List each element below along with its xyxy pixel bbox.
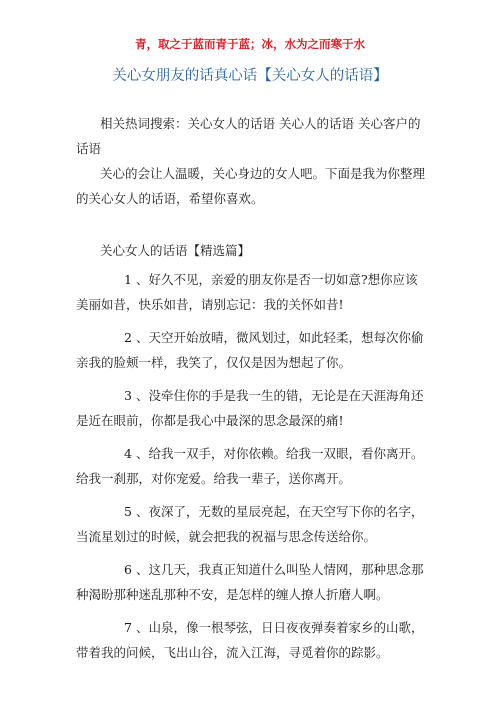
page-title: 关心女朋友的话真心话【关心女人的话语】 bbox=[112, 68, 388, 84]
list-item bbox=[76, 383, 428, 433]
list-item bbox=[76, 499, 428, 549]
item-number: 1 bbox=[124, 272, 132, 287]
lead-paragraph: 关心的会让人温暖，关心身边的女人吧。下面是我为你整理的关心女人的话语，希望你喜欢。 bbox=[76, 166, 426, 206]
section-heading: 关心女人的话语【精选篇】 bbox=[100, 243, 251, 258]
item-text: 、天空开始放晴，微风划过，如此轻柔，想每次你偷亲我的脸颊一样，我笑了，仅仅是因为想起了你。 bbox=[76, 330, 424, 370]
item-text: 、没牵住你的手是我一生的错，无论是在天涯海角还是近在眼前，你都是我心中最深的思念最深的痛! bbox=[76, 388, 424, 428]
section-body bbox=[76, 238, 428, 665]
intro-section bbox=[76, 111, 428, 161]
header-motto: 青，取之于蓝而青于蓝；冰，水为之而寒于水 bbox=[135, 37, 365, 51]
item-text: 、给我一双手，对你依赖。给我一双眼，看你离开。给我一刹那，对你宠爱。给我一辈子，送你离开。 bbox=[76, 446, 424, 486]
item-text: 、夜深了，无数的星辰亮起，在天空写下你的名字，当流星划过的时候，就会把我的祝福与思念传送给你。 bbox=[76, 504, 424, 544]
keywords-line: 相关热词搜索：关心女人的话语 关心人的话语 关心客户的话语 bbox=[76, 116, 421, 156]
item-number: 3 bbox=[124, 388, 132, 403]
list-item bbox=[76, 557, 428, 607]
item-text: 、好久不见，亲爱的朋友你是否一切如意?想你应该美丽如昔，快乐如昔，请别忘记：我的关怀如昔! bbox=[76, 272, 418, 312]
list-item bbox=[76, 325, 428, 375]
item-number: 2 bbox=[124, 330, 132, 345]
lead-section bbox=[76, 161, 428, 211]
item-number: 7 bbox=[124, 620, 132, 635]
item-text: 、这几天，我真正知道什么叫坠人情网，那种思念那种渴盼那种迷乱那种不安，是怎样的缠人撩人折磨人啊。 bbox=[76, 562, 424, 602]
list-item bbox=[76, 615, 428, 665]
item-number: 6 bbox=[124, 562, 132, 577]
item-number: 4 bbox=[124, 446, 132, 461]
item-text: 、山泉，像一根琴弦，日日夜夜弹奏着家乡的山歌，带着我的问候，飞出山谷，流入江海，寻觅着你的踪影。 bbox=[76, 620, 424, 660]
item-number: 5 bbox=[124, 504, 132, 519]
list-item bbox=[76, 267, 428, 317]
list-item bbox=[76, 441, 428, 491]
